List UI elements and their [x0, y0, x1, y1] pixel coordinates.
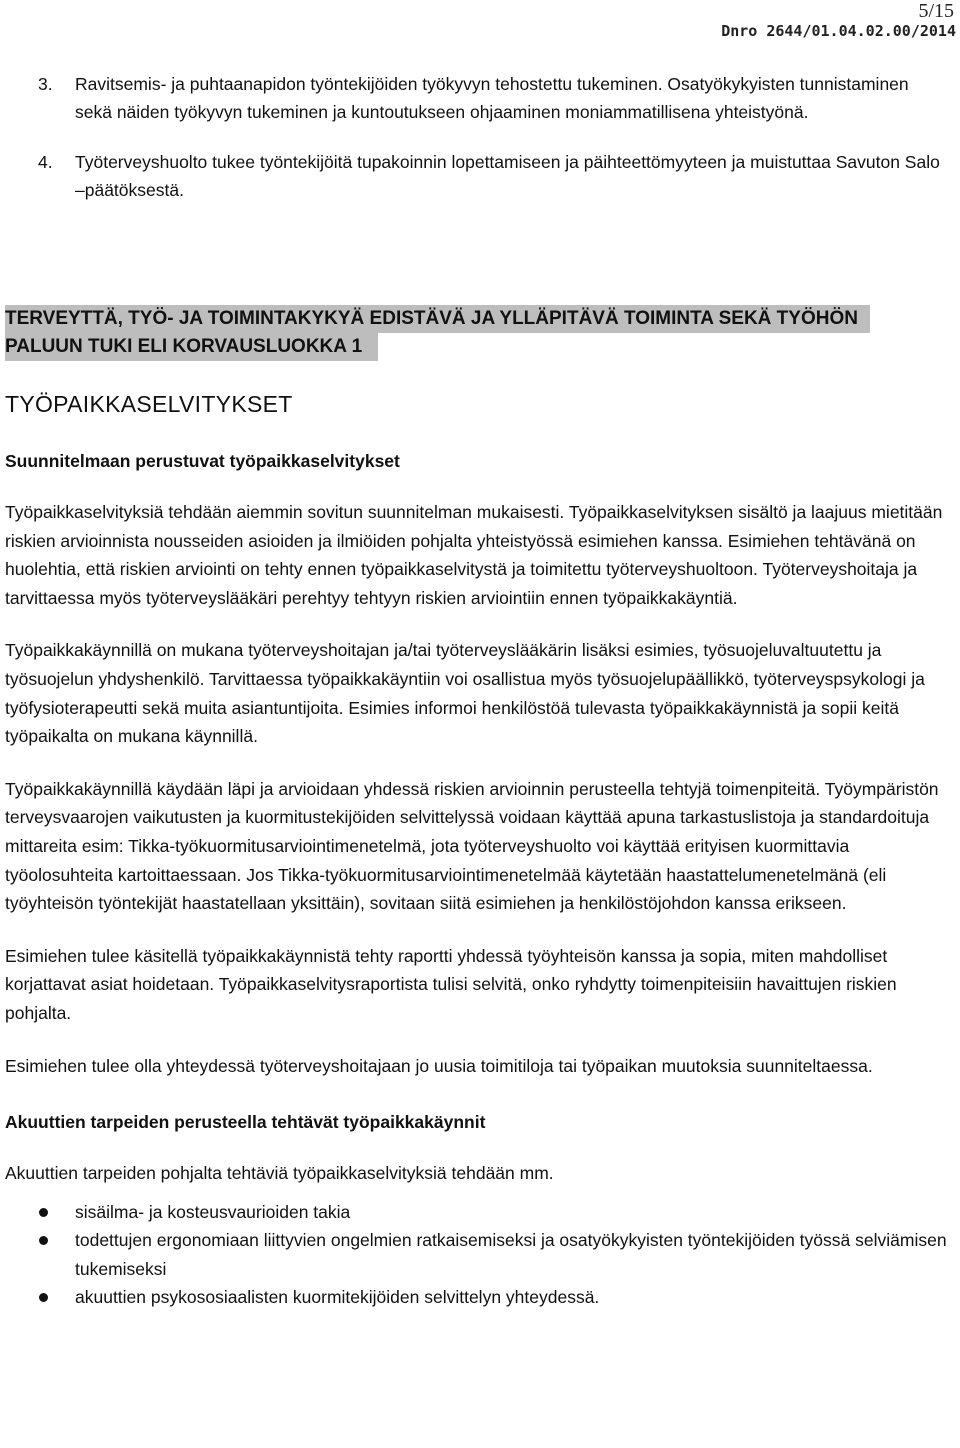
- paragraph: Esimiehen tulee olla yhteydessä työterveyshoitajaan jo uusia toimitiloja tai työpaikan muutoksia suunniteltaessa.: [5, 1055, 873, 1076]
- section-heading-line-1: TERVEYTTÄ, TYÖ- JA TOIMINTAKYKYÄ EDISTÄVÄ JA YLLÄPITÄVÄ TOIMINTA SEKÄ TYÖHÖN: [5, 305, 870, 333]
- item-text: Ravitsemis- ja puhtaanapidon työntekijöiden työkyvyn tehostettu tukeminen. Osatyökykyisten tunnistaminen sekä näiden työkyvyn tukeminen ja kuntoutukseen ohjaaminen moniammatillisena yhteistyönä.: [75, 74, 909, 122]
- paragraph: Työpaikkakäynnillä on mukana työterveyshoitajan ja/tai työterveyslääkärin lisäksi esimies, työsuojeluvaltuutettu ja työsuojelun yhdyshenkilö. Tarvittaessa työpaikkakäyntiin voi osallistua myös työsuojelupäällikkö, työterveyspsykologi ja työfysioterapeutti sekä muita asiantuntijoita. Esimies informoi henkilöstöä tulevasta työpaikkakäynnistä ja sopii keitä työpaikalta on mukana käynnillä.: [5, 640, 925, 747]
- list-item-text: akuuttien psykososiaalisten kuormitekijöiden selvittelyn yhteydessä.: [75, 1287, 600, 1308]
- item-number: 4.: [38, 152, 53, 172]
- bullet-icon: [39, 1236, 48, 1245]
- list-item: [5, 1283, 950, 1312]
- bullet-icon: [39, 1208, 48, 1217]
- paragraph: Työpaikkakäynnillä käydään läpi ja arvioidaan yhdessä riskien arvioinnin perusteella tehtyjä toimenpiteitä. Työympäristön terveysvaarojen vaikutusten ja kuormitustekijöiden selvittelyssä voidaan käyttää apuna tarkastuslistoja ja standardoituja mittareita esim: Tikka-työkuormitusarviointimenetelmä, jota työterveyshuolto voi käyttää erityisen kuormittavia työolosuhteita kartoittaessaan. Jos Tikka-työkuormitusarviointimenetelmää käytetään haastattelumenetelmänä (eli työyhteisön työntekijät haastatellaan yksittäin), sovitaan siitä esimiehen ja henkilöstöjohdon kanssa erikseen.: [5, 778, 939, 914]
- subheading-planned-surveys: Suunnitelmaan perustuvat työpaikkaselvitykset: [5, 451, 400, 471]
- item-text: Työterveyshuolto tukee työntekijöitä tupakoinnin lopettamiseen ja päihteettömyyteen ja muistuttaa Savuton Salo –päätöksestä.: [75, 152, 940, 200]
- section-heading: [5, 305, 950, 361]
- list-item: [5, 1226, 950, 1283]
- subheading-acute-visits: Akuuttien tarpeiden perusteella tehtävät työpaikkakäynnit: [5, 1112, 486, 1133]
- item-number: 3.: [38, 74, 53, 94]
- page-number: 5/15: [918, 0, 954, 22]
- section-heading-line-2: PALUUN TUKI ELI KORVAUSLUOKKA 1: [5, 333, 378, 361]
- bullet-icon: [39, 1293, 48, 1302]
- document-number: Dnro 2644/01.04.02.00/2014: [721, 22, 956, 40]
- list-item: [5, 1198, 950, 1227]
- numbered-item-4: [5, 148, 950, 204]
- page-title: TYÖPAIKKASELVITYKSET: [5, 391, 293, 417]
- numbered-item-3: [5, 70, 950, 126]
- list-item-text: todettujen ergonomiaan liittyvien ongelmien ratkaisemiseksi ja osatyökykyisten työntekijöiden työssä selviämisen tukemiseksi: [75, 1230, 947, 1279]
- bullet-list: [5, 1198, 950, 1312]
- paragraph-intro: Akuuttien tarpeiden pohjalta tehtäviä työpaikkaselvityksiä tehdään mm.: [5, 1163, 554, 1184]
- paragraph: Työpaikkaselvityksiä tehdään aiemmin sovitun suunnitelman mukaisesti. Työpaikkaselvityksen sisältö ja laajuus mietitään riskien arvioinnista nousseiden asioiden ja ilmiöiden pohjalta yhteistyössä esimiehen kanssa. Esimiehen tehtävänä on huolehtia, että riskien arviointi on tehty ennen työpaikkaselvitystä ja toimitettu työterveyshuoltoon. Työterveyshoitaja ja tarvittaessa myös työterveyslääkäri perehtyy tehtyyn riskien arviointiin ennen työpaikkakäyntiä.: [5, 502, 943, 608]
- paragraph: Esimiehen tulee käsitellä työpaikkakäynnistä tehty raportti yhdessä työyhteisön kanssa ja sopia, miten mahdolliset korjattavat asiat hoidetaan. Työpaikkaselvitysraportista tulisi selvitä, onko ryhdytty toimenpiteisiin havaittujen riskien pohjalta.: [5, 945, 897, 1023]
- document-body: [5, 70, 950, 1312]
- list-item-text: sisäilma- ja kosteusvaurioiden takia: [75, 1201, 351, 1222]
